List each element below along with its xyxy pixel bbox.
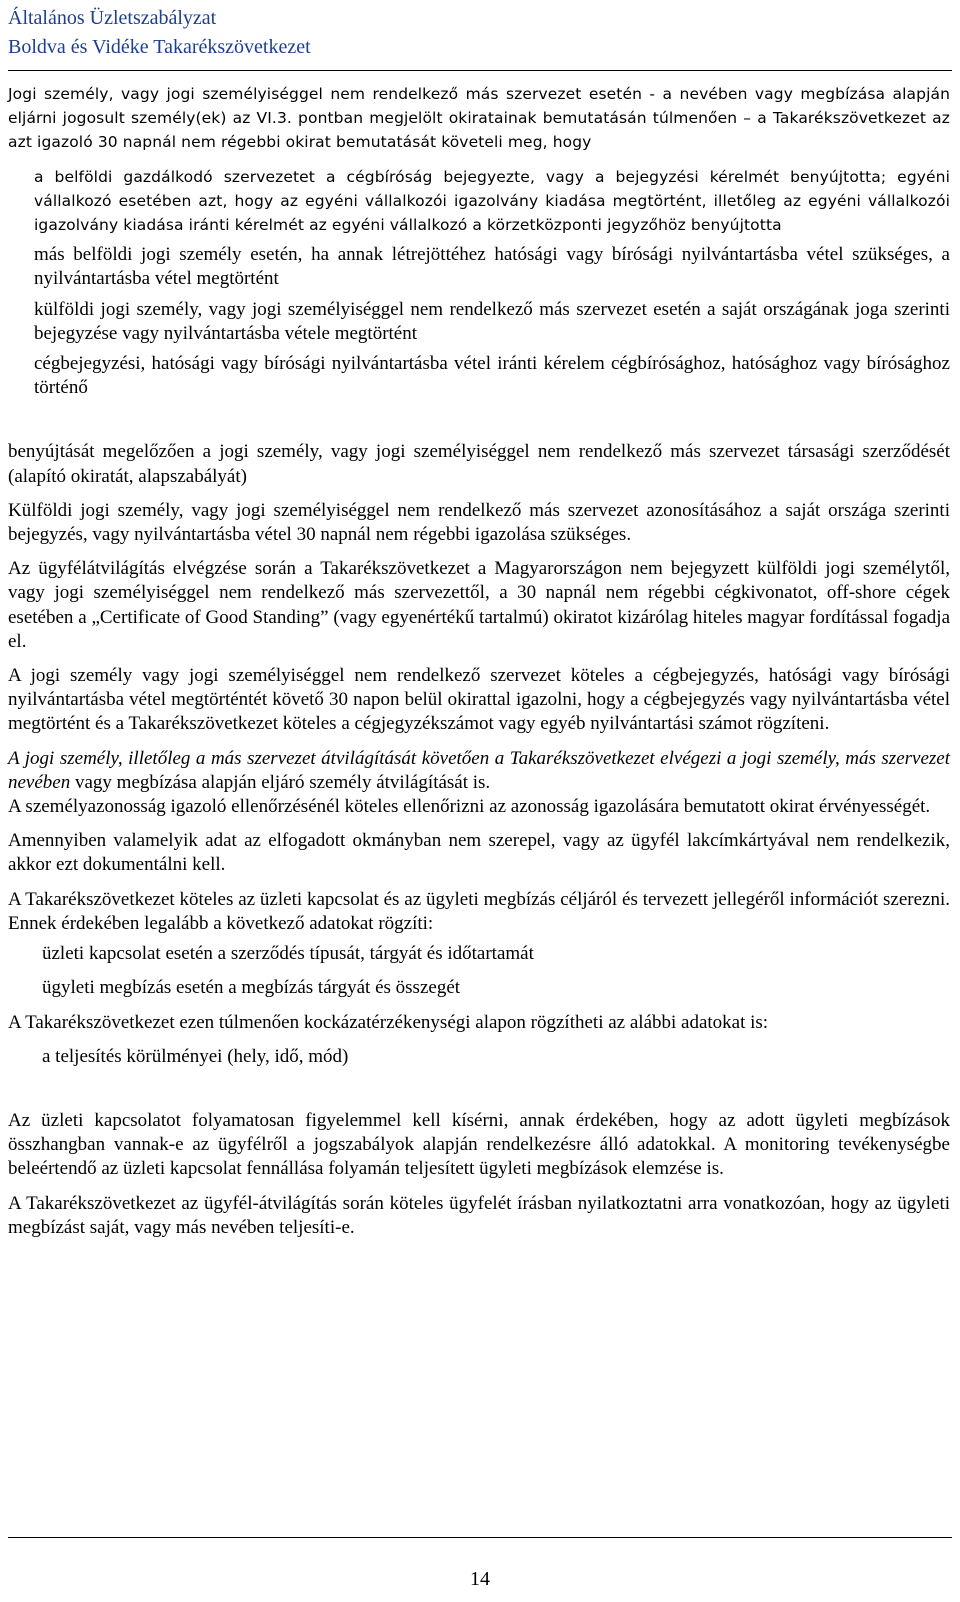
document-body [8, 82, 950, 1240]
declaration-paragraph: A Takarékszövetkezet az ügyfél-átvilágítás során köteles ügyfelét írásban nyilatkoztatni arra vonatkozóan, hogy az ügyleti megbízást saját, vagy más nevében teljesíti-e. [8, 1192, 950, 1238]
intro-paragraph: Jogi személy, vagy jogi személyiséggel nem rendelkező más szervezet esetén - a nevében vagy megbízása alapján eljárni jogosult személy(ek) az VI.3. pontban megjelölt okiratainak bemutatásán túlmenően – a Takarékszövetkezet az azt igazoló 30 napnál nem régebbi okirat bemutatását követeli meg, hogy [8, 85, 950, 152]
paragraph: Külföldi jogi személy, vagy jogi személyiséggel nem rendelkező más szervezet azonosításához a saját országa szerinti bejegyzés, vagy nyilvántartásba vétel 30 napnál nem régebbi igazolása szükséges. [8, 499, 950, 546]
list-item-text: a belföldi gazdálkodó szervezetet a cégbíróság bejegyezte, vagy a bejegyzési kérelmét benyújtotta; egyéni vállalkozó esetében azt, hogy az egyéni vállalkozói igazolvány kiadása megtörtént, illetőleg az egyéni vállalkozói igazolvány kiadása iránti kérelmét az egyéni vállalkozó a körzetközponti jegyzőhöz benyújtotta [34, 167, 950, 235]
list-item [8, 352, 950, 400]
header-subtitle: Boldva és Vidéke Takarékszövetkezet [8, 36, 311, 58]
page-header [8, 4, 952, 62]
list-item-text: más belföldi jogi személy esetén, ha annak létrejöttéhez hatósági vagy bírósági nyilvántartásba vétel szükséges, a nyilvántartásba vétel megtörtént [34, 244, 950, 290]
italic-text: A jogi személy, illetőleg a más szervezet átvilágítását követően a Takarékszövetkezet elvégezi a jogi személy, más szervezet nevében [8, 747, 950, 793]
regular-text: vagy megbízása alapján eljáró személy átvilágítását is. [70, 771, 491, 793]
header-divider [8, 70, 952, 71]
list-item [8, 243, 950, 291]
list-item [8, 298, 950, 346]
list-item [8, 976, 950, 1000]
paragraph: benyújtását megelőzően a jogi személy, vagy jogi személyiséggel nem rendelkező más szervezet társasági szerződését (alapító okiratát, alapszabályát) [8, 441, 950, 487]
page-number: 14 [470, 1568, 490, 1590]
header-title: Általános Üzletszabályzat [8, 7, 217, 29]
paragraph: A jogi személy vagy jogi személyiséggel nem rendelkező szervezet köteles a cégbejegyzés, hatósági vagy bírósági nyilvántartásba vétel megtörténtét követő 30 napon belül okirattal igazolni, hogy a cégbejegyzés vagy nyilvántartásba vétel megtörtént és a Takarékszövetkezet köteles a cégjegyzékszámot vagy egyéb nyilvántartási számot rögzíteni. [8, 665, 950, 735]
list-item-text: cégbejegyzési, hatósági vagy bírósági nyilvántartásba vétel iránti kérelem cégbírósághoz, hatósághoz vagy bírósághoz történő [34, 353, 950, 399]
monitoring-paragraph: Az üzleti kapcsolatot folyamatosan figyelemmel kell kísérni, annak érdekében, hogy az adott ügyleti megbízások összhangban vannak-e az ügyfélről a jogszabályok alapján rendelkezésre álló adatokkal. A monitoring tevékenységbe beleértendő az üzleti kapcsolat fennállása folyamán teljesített ügyleti megbízások elemzése is. [8, 1109, 950, 1180]
list-item-text: üzleti kapcsolat esetén a szerződés típusát, tárgyát és időtartamát [42, 943, 534, 965]
verification-paragraph [8, 747, 950, 795]
validity-paragraph: A személyazonosság igazoló ellenőrzésénél köteles ellenőrizni az azonosság igazolására bemutatott okirat érvényességét. [8, 796, 931, 818]
list-item [8, 165, 950, 238]
info-paragraph: A Takarékszövetkezet köteles az üzleti kapcsolat és az ügyleti megbízás céljáról és tervezett jellegéről információt szerezni. Ennek érdekében legalább a következő adatokat rögzíti: [8, 888, 950, 934]
list-item [8, 942, 950, 966]
paragraph: Az ügyfélátvilágítás elvégzése során a Takarékszövetkezet a Magyarországon nem bejegyzett külföldi jogi személytől, vagy jogi személyiséggel nem rendelkező más szervezettől, a 30 napnál nem régebbi cégkivonatot, off-shore cégek esetében a „Certificate of Good Standing” (vagy egyenértékű tartalmú) okiratot kizárólag hiteles magyar fordítással fogadja el. [8, 558, 950, 652]
list-item-text: külföldi jogi személy, vagy jogi személyiséggel nem rendelkező más szervezet esetén a saját országának joga szerinti bejegyzése vagy nyilvántartásba vétele megtörtént [34, 298, 950, 344]
address-paragraph: Amennyiben valamelyik adat az elfogadott okmányban nem szerepel, vagy az ügyfél lakcímkártyával nem rendelkezik, akkor ezt dokumentálni kell. [8, 830, 950, 876]
list-item-text: a teljesítés körülményei (hely, idő, mód) [42, 1045, 349, 1067]
list-item [8, 1045, 950, 1069]
risk-paragraph: A Takarékszövetkezet ezen túlmenően kockázatérzékenységi alapon rögzítheti az alábbi adatokat is: [8, 1011, 769, 1033]
footer-divider [8, 1537, 952, 1538]
list-item-text: ügyleti megbízás esetén a megbízás tárgyát és összegét [42, 977, 461, 999]
